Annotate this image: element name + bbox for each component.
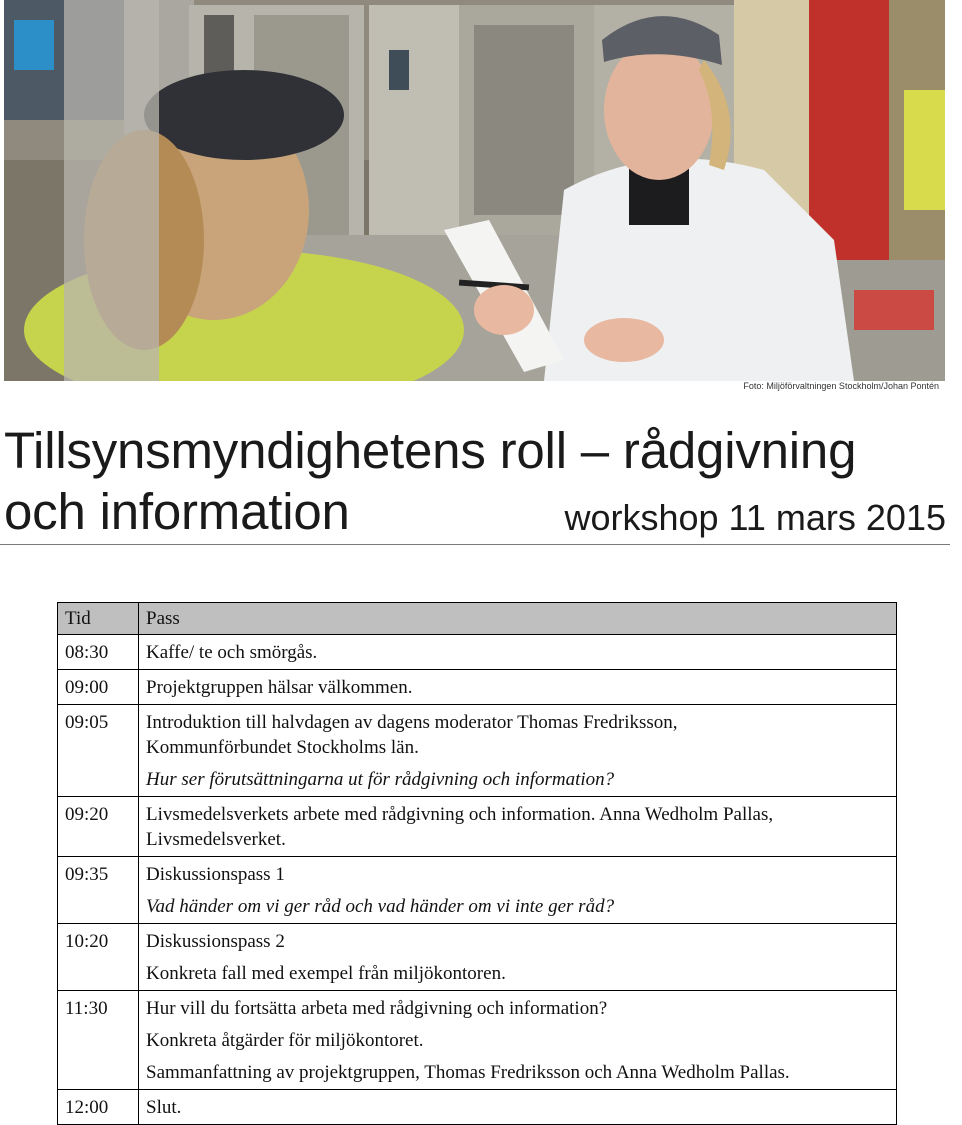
table-row bbox=[58, 1090, 897, 1125]
header-photo bbox=[4, 0, 945, 381]
time-cell: 08:30 bbox=[58, 635, 139, 670]
table-row bbox=[58, 635, 897, 670]
table-row bbox=[58, 991, 897, 1090]
session-cell bbox=[139, 705, 897, 797]
time-cell: 10:20 bbox=[58, 924, 139, 991]
page-title-line-2: och information bbox=[4, 483, 350, 540]
time-cell: 09:20 bbox=[58, 797, 139, 857]
session-cell bbox=[139, 670, 897, 705]
session-text: Kommunförbundet Stockholms län. bbox=[146, 737, 419, 758]
session-text: Diskussionspass 1 bbox=[146, 864, 285, 885]
session-text: Diskussionspass 2 bbox=[146, 931, 285, 952]
workshop-date: workshop 11 mars 2015 bbox=[564, 497, 946, 538]
time-cell: 11:30 bbox=[58, 991, 139, 1090]
session-cell bbox=[139, 797, 897, 857]
session-cell bbox=[139, 1090, 897, 1125]
table-row bbox=[58, 857, 897, 924]
photo-credit: Foto: Miljöförvaltningen Stockholm/Johan Pontén bbox=[743, 381, 939, 391]
heading-divider bbox=[0, 544, 950, 545]
session-text: Livsmedelsverkets arbete med rådgivning och information. Anna Wedholm Pallas, bbox=[146, 804, 774, 825]
table-row bbox=[58, 705, 897, 797]
session-question: Hur ser förutsättningarna ut för rådgivning och information? bbox=[146, 769, 615, 790]
time-cell: 12:00 bbox=[58, 1090, 139, 1125]
header-session: Pass bbox=[139, 603, 897, 635]
session-text: Konkreta fall med exempel från miljökontoren. bbox=[146, 963, 506, 984]
session-cell bbox=[139, 991, 897, 1090]
header-time: Tid bbox=[58, 603, 139, 635]
table-row bbox=[58, 670, 897, 705]
session-cell bbox=[139, 924, 897, 991]
session-text: Livsmedelsverket. bbox=[146, 829, 286, 850]
session-text: Hur vill du fortsätta arbeta med rådgivning och information? bbox=[146, 998, 608, 1019]
table-row bbox=[58, 797, 897, 857]
session-text: Projektgruppen hälsar välkommen. bbox=[146, 677, 413, 698]
time-cell: 09:35 bbox=[58, 857, 139, 924]
session-cell bbox=[139, 857, 897, 924]
session-text: Sammanfattning av projektgruppen, Thomas Fredriksson och Anna Wedholm Pallas. bbox=[146, 1062, 790, 1083]
kitchen-photo-illustration bbox=[4, 0, 945, 381]
schedule-table bbox=[57, 602, 897, 1125]
time-cell: 09:05 bbox=[58, 705, 139, 797]
page-title-line-1: Tillsynsmyndighetens roll – rådgivning bbox=[4, 422, 857, 479]
schedule-table-header bbox=[58, 603, 897, 635]
session-cell bbox=[139, 635, 897, 670]
time-cell: 09:00 bbox=[58, 670, 139, 705]
table-row bbox=[58, 924, 897, 991]
session-text: Konkreta åtgärder för miljökontoret. bbox=[146, 1030, 424, 1051]
session-text: Slut. bbox=[146, 1097, 182, 1118]
schedule-table-body bbox=[58, 635, 897, 1125]
session-text: Introduktion till halvdagen av dagens moderator Thomas Fredriksson, bbox=[146, 712, 678, 733]
session-text: Kaffe/ te och smörgås. bbox=[146, 642, 318, 663]
header-row bbox=[58, 603, 897, 635]
session-question: Vad händer om vi ger råd och vad händer om vi inte ger råd? bbox=[146, 896, 615, 917]
